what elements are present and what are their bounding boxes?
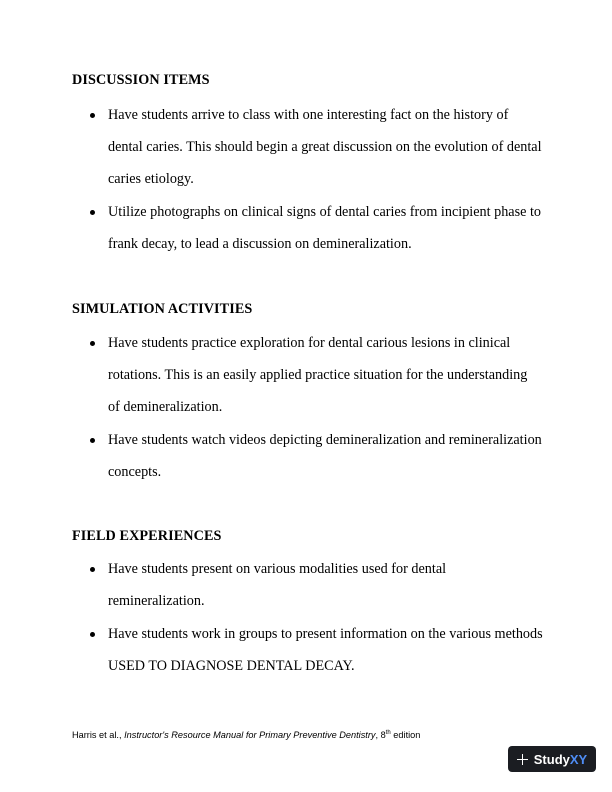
- section-heading-field: FIELD EXPERIENCES: [72, 528, 222, 544]
- badge-xy: XY: [569, 751, 588, 767]
- list-item-line: Have students present on various modalities used for dental: [108, 561, 447, 577]
- studyxy-badge[interactable]: [508, 746, 596, 772]
- badge-text: [534, 752, 587, 767]
- bullet-dot: [90, 567, 95, 572]
- list-item-line: dental caries. This should begin a great discussion on the evolution of dental: [108, 139, 542, 155]
- bullet-dot: [90, 341, 95, 346]
- list-item-line: Have students work in groups to present information on the various methods: [108, 626, 543, 642]
- footer-edition-sup: th: [385, 729, 391, 736]
- list-item-line: remineralization.: [108, 593, 205, 609]
- badge-study: Study: [533, 751, 570, 767]
- list-item-line: Have students arrive to class with one interesting fact on the history of: [108, 107, 509, 123]
- section-heading-discussion: DISCUSSION ITEMS: [72, 72, 210, 88]
- section-heading-simulation: SIMULATION ACTIVITIES: [72, 301, 253, 317]
- list-item-line: of demineralization.: [108, 399, 223, 415]
- plus-icon: [517, 754, 528, 765]
- list-item-line: Have students practice exploration for dental carious lesions in clinical: [108, 335, 511, 351]
- footer-book-title: Instructor's Resource Manual for Primary Preventive Dentistry: [124, 730, 376, 740]
- footer-prefix: Harris et al.,: [72, 730, 125, 740]
- list-item-line: concepts.: [108, 464, 162, 480]
- bullet-dot: [90, 632, 95, 637]
- footer-edition-number: , 8: [375, 730, 386, 740]
- list-item-line: Utilize photographs on clinical signs of dental caries from incipient phase to: [108, 204, 541, 220]
- list-item-line: rotations. This is an easily applied practice situation for the understanding: [108, 367, 528, 383]
- bullet-dot: [90, 113, 95, 118]
- list-item-line: frank decay, to lead a discussion on demineralization.: [108, 236, 412, 252]
- footer-edition-word: edition: [390, 730, 421, 740]
- list-item-line: Have students watch videos depicting demineralization and remineralization: [108, 432, 542, 448]
- list-item-line: caries etiology.: [108, 171, 194, 187]
- bullet-dot: [90, 438, 95, 443]
- page-footer: [72, 730, 420, 740]
- list-item-line: USED TO DIAGNOSE DENTAL DECAY.: [108, 658, 355, 674]
- bullet-dot: [90, 210, 95, 215]
